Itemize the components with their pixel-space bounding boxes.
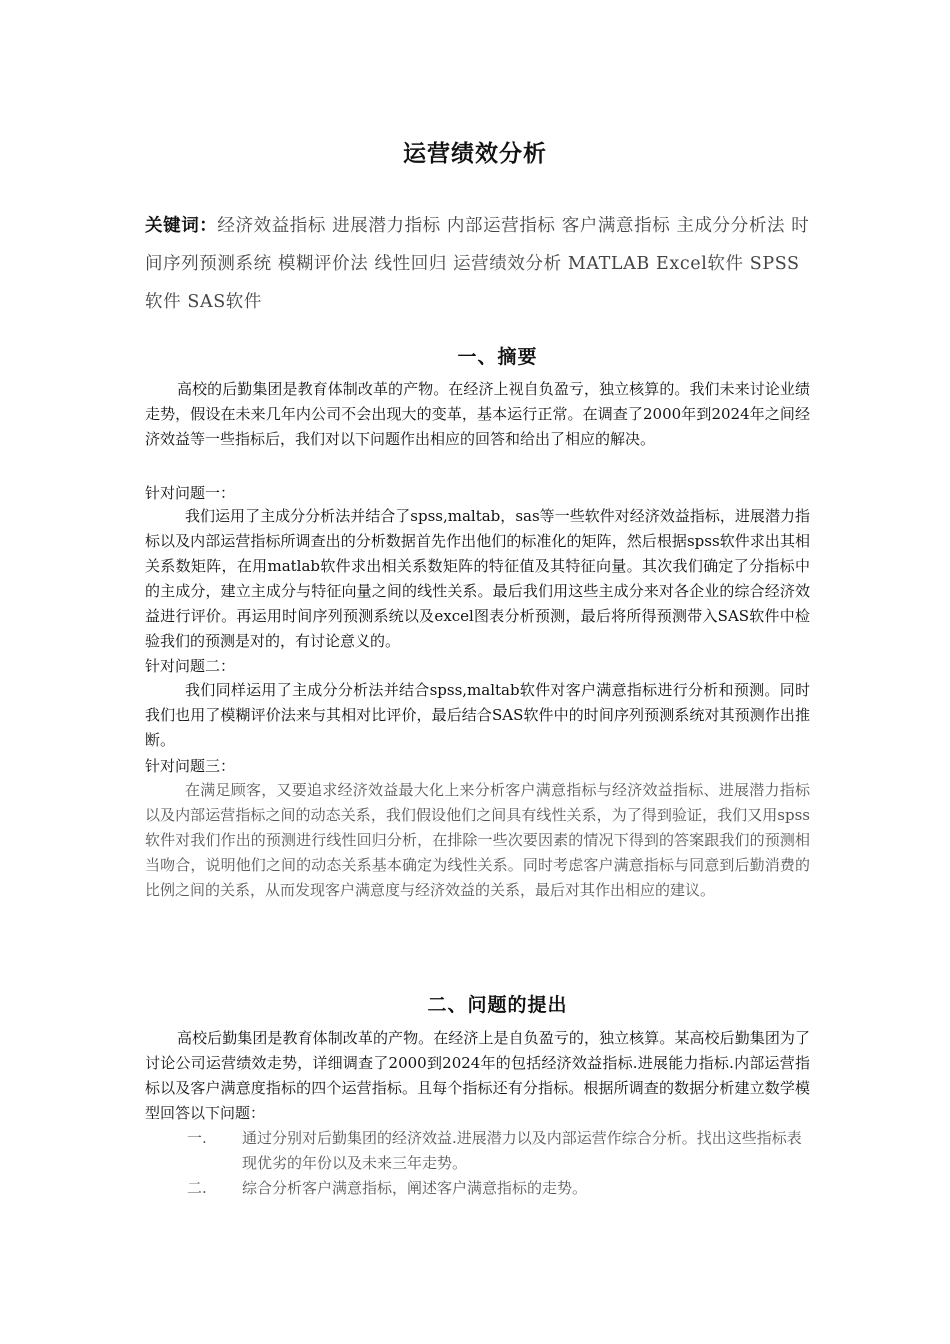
abstract-intro: 高校的后勤集团是教育体制改革的产物。在经济上视自负盈亏，独立核算的。我们未来讨论业绩走势，假设在未来几年内公司不会出现大的变革，基本运行正常。在调查了2000年到2024年之间经济效益等一些指标后，我们对以下问题作出相应的回答和给出了相应的解决。	[145, 380, 810, 448]
q2-label: 针对问题二：	[145, 657, 236, 675]
q1-text: 我们运用了主成分分析法并结合了spss,maltab，sas等一些软件对经济效益指标，进展潜力指标以及内部运营指标所调查出的分析数据首先作出他们的标准化的矩阵，然后根据spss软件求出其相关系数矩阵，在用matlab软件求出相关系数矩阵的特征值及其特征向量。其次我们确定了分指标中的主成分，建立主成分与特征向量之间的线性关系。最后我们用这些主成分来对各企业的综合经济效益进行评价。再运用时间序列预测系统以及excel图表分析预测，最后将所得预测带入SAS软件中检验我们的预测是对的，有讨论意义的。	[145, 507, 810, 650]
list-item	[145, 1126, 810, 1176]
keywords-block	[145, 207, 810, 321]
q2-text: 我们同样运用了主成分分析法并结合spss,maltab软件对客户满意指标进行分析和预测。同时我们也用了模糊评价法来与其相对比评价，最后结合SAS软件中的时间序列预测系统对其预测作出推断。	[145, 681, 810, 749]
q1-label: 针对问题一：	[145, 484, 236, 502]
list-item-text: 通过分别对后勤集团的经济效益.进展潜力以及内部运营作综合分析。找出这些指标表现优劣的年份以及未来三年走势。	[242, 1129, 802, 1172]
problem-intro: 高校后勤集团是教育体制改革的产物。在经济上是自负盈亏的，独立核算。某高校后勤集团为了讨论公司运营绩效走势，详细调查了2000到2024年的包括经济效益指标.进展能力指标.内部运营指标以及客户满意度指标的四个运营指标。且每个指标还有分指标。根据所调查的数据分析建立数学模型回答以下问题：	[145, 1029, 810, 1122]
abstract-heading: 一、摘要	[457, 346, 538, 368]
list-item-number: 一.	[187, 1129, 207, 1147]
document-title: 运营绩效分析	[403, 140, 547, 167]
problem-heading: 二、问题的提出	[427, 994, 568, 1016]
keywords-text: 经济效益指标 进展潜力指标 内部运营指标 客户满意指标 主成分分析法 时间序列预测系统 模糊评价法 线性回归 运营绩效分析 MATLAB Excel软件 SPSS软件 SAS软件	[145, 216, 810, 312]
list-item	[145, 1176, 810, 1201]
list-item-number: 二.	[187, 1179, 207, 1197]
list-item-text: 综合分析客户满意指标，阐述客户满意指标的走势。	[242, 1179, 588, 1197]
keywords-label: 关键词：	[145, 216, 218, 236]
q3-label: 针对问题三：	[145, 757, 236, 775]
problem-list	[145, 1126, 810, 1201]
q3-text: 在满足顾客，又要追求经济效益最大化上来分析客户满意指标与经济效益指标、进展潜力指标以及内部运营指标之间的动态关系，我们假设他们之间具有线性关系，为了得到验证，我们又用spss软件对我们作出的预测进行线性回归分析，在排除一些次要因素的情况下得到的答案跟我们的预测相当吻合，说明他们之间的动态关系基本确定为线性关系。同时考虑客户满意指标与同意到后勤消费的比例之间的关系，从而发现客户满意度与经济效益的关系，最后对其作出相应的建议。	[145, 781, 810, 899]
